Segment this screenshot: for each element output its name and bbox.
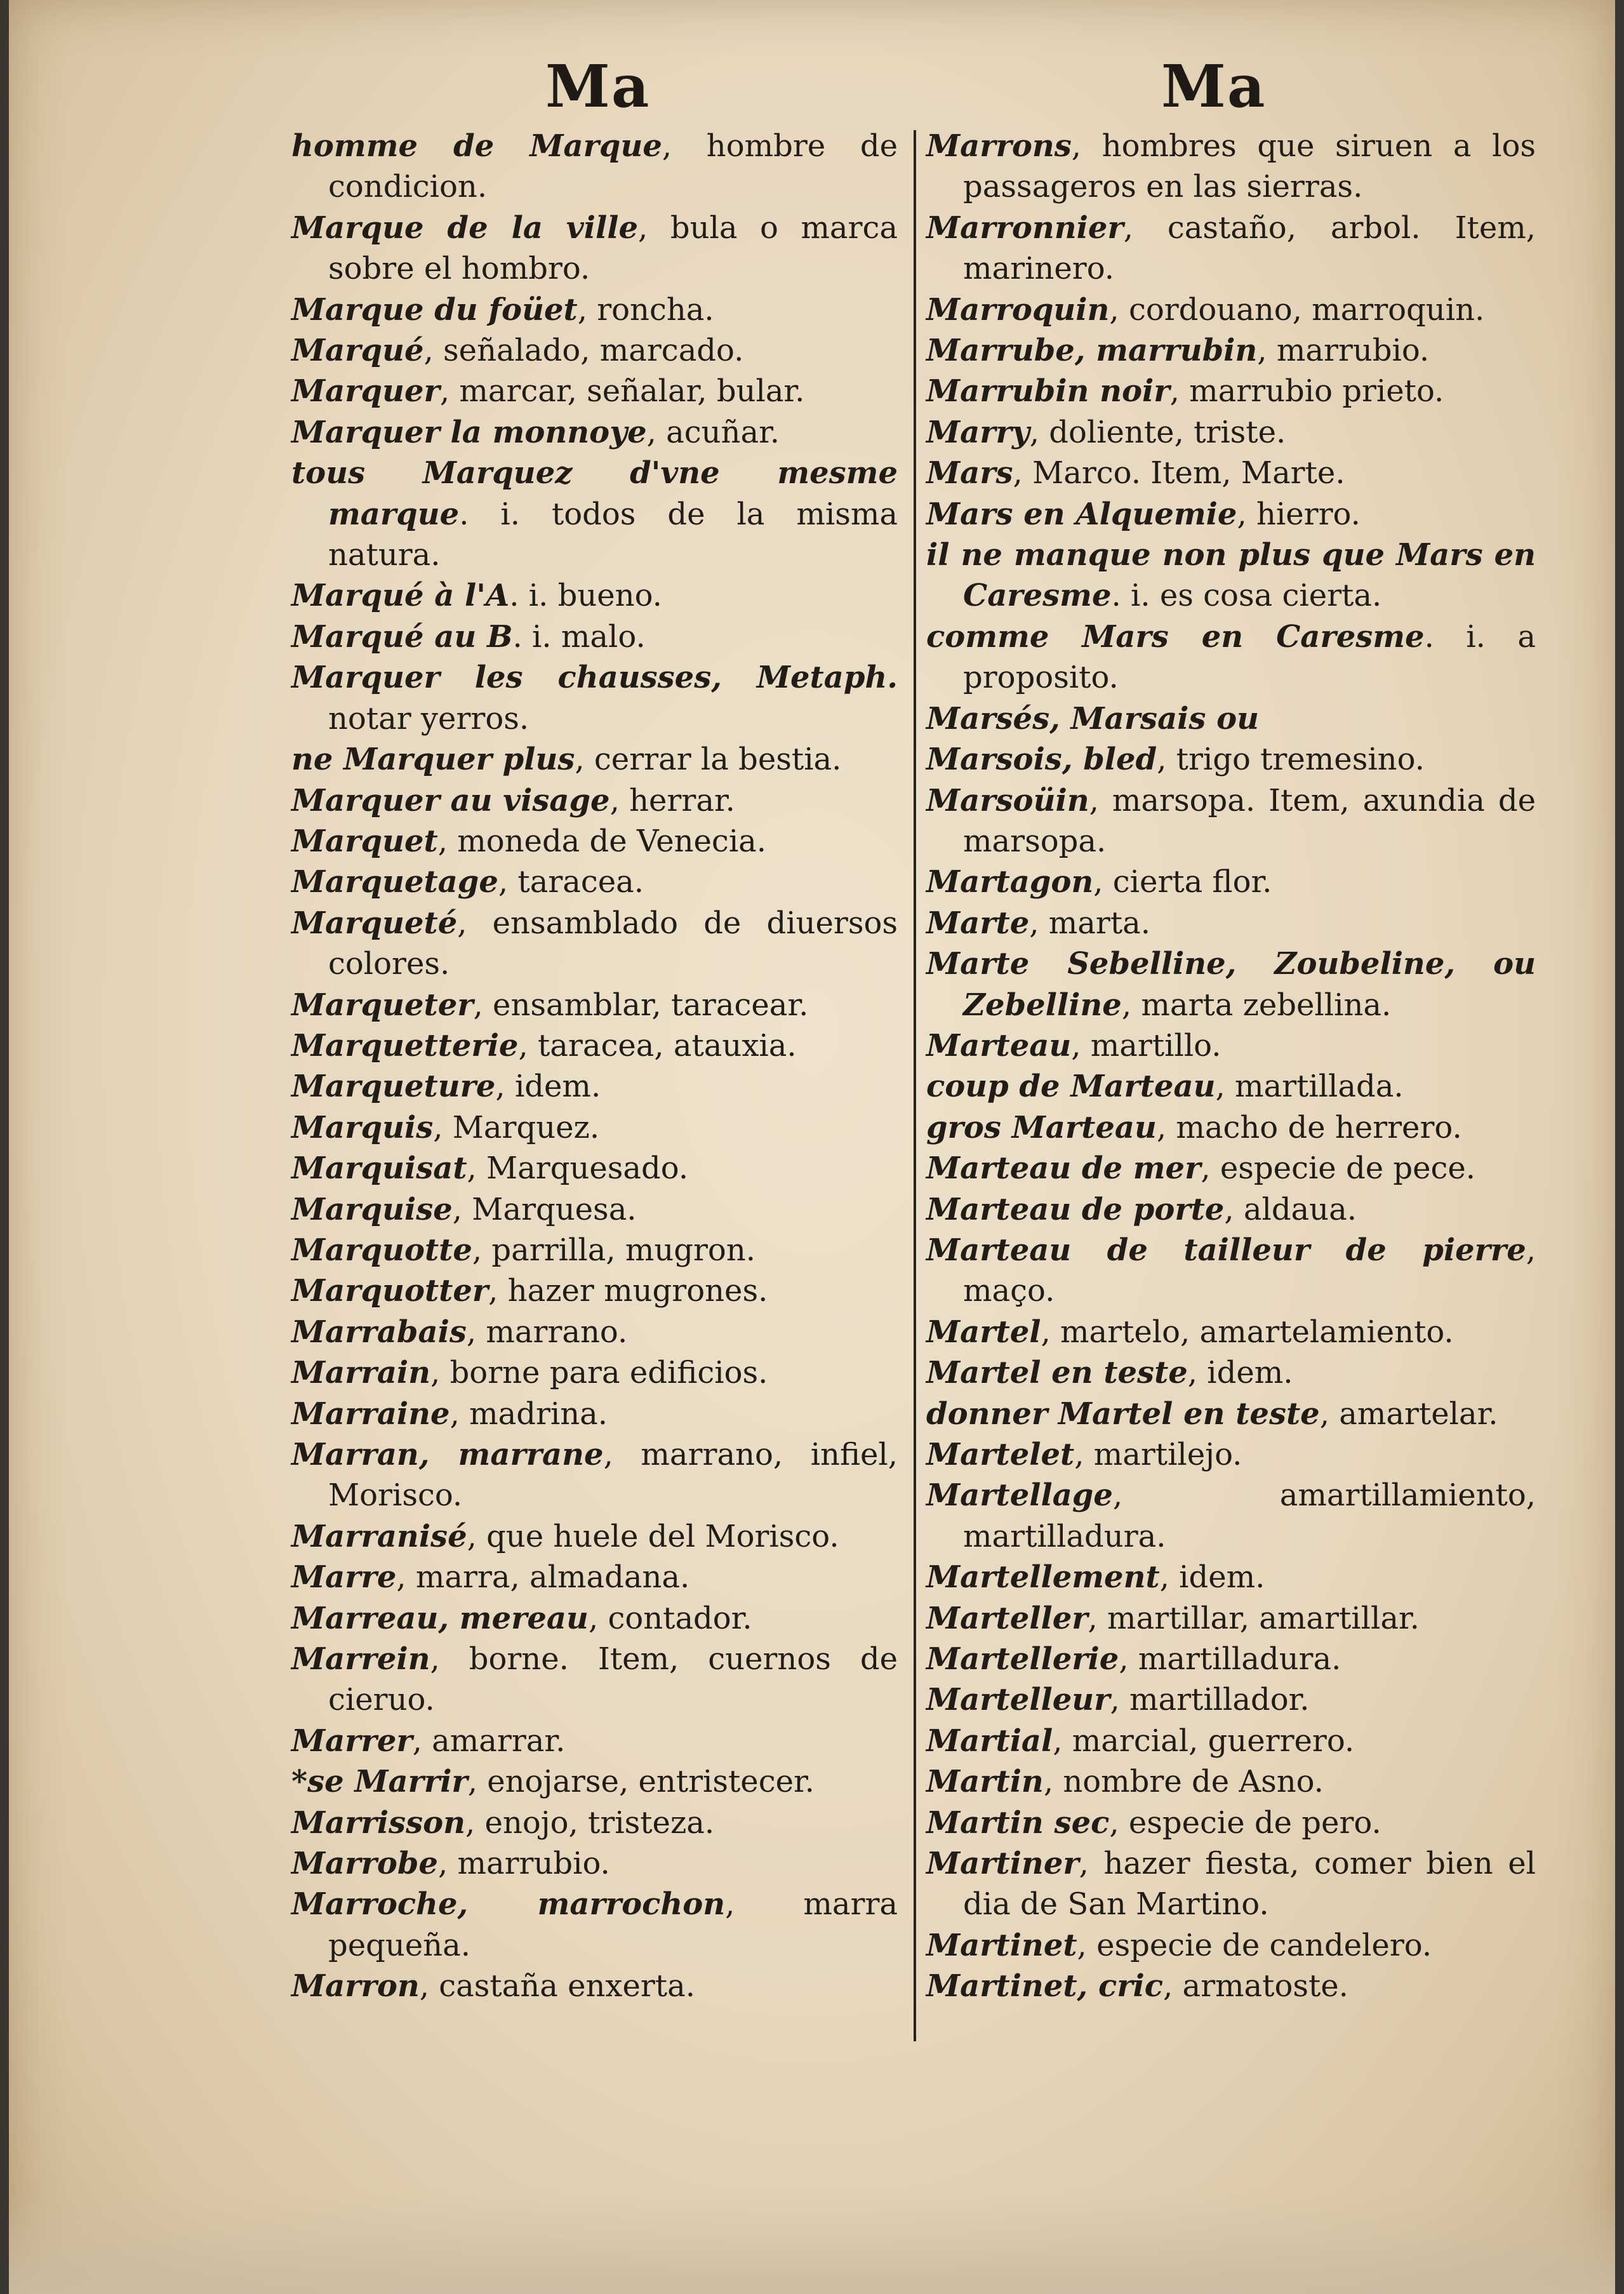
entry-definition: , Marco. Item, Marte. — [1013, 455, 1345, 491]
entry-definition: , marrubio prieto. — [1169, 373, 1444, 410]
dictionary-entry — [926, 1925, 1536, 1966]
entry-headword: Marte — [926, 905, 1030, 941]
entry-headword: Marran, marrane — [291, 1437, 604, 1472]
dictionary-entry — [291, 1721, 898, 1761]
entry-headword: Marrer — [291, 1723, 413, 1759]
entry-headword: Marqué à l'A — [291, 578, 510, 614]
entry-definition: , especie de candelero. — [1077, 1927, 1432, 1963]
entry-definition: . i. es cosa cierta. — [1111, 578, 1382, 614]
dictionary-entry — [926, 208, 1536, 290]
dictionary-entry — [926, 1598, 1536, 1639]
entry-headword: Martin sec — [926, 1804, 1110, 1841]
dictionary-entry — [926, 1761, 1536, 1802]
entry-headword: Marrein — [291, 1641, 430, 1677]
entry-headword: Marsés, Marsais ou — [926, 700, 1260, 737]
entry-definition: , herrar. — [609, 782, 735, 818]
entry-definition: , martillar, amartillar. — [1088, 1600, 1420, 1636]
entry-definition: , marsopa. Item, axundia de marsopa. — [963, 782, 1536, 859]
entry-definition: , martillo. — [1071, 1027, 1221, 1064]
entry-definition: , martillada. — [1215, 1069, 1404, 1105]
entry-headword: Martellerie — [926, 1641, 1119, 1677]
entry-definition: , cierta flor. — [1093, 864, 1272, 900]
dictionary-entry — [926, 698, 1536, 739]
dictionary-entry — [291, 1025, 898, 1066]
entry-headword: Martellage — [926, 1477, 1113, 1514]
entry-definition: , marra pequeña. — [328, 1886, 898, 1963]
entry-headword: Marsoüin — [926, 782, 1089, 818]
dictionary-entry — [291, 453, 898, 575]
entry-definition: , amarrar. — [412, 1723, 566, 1759]
dictionary-entry — [926, 1639, 1536, 1679]
dictionary-entry — [291, 575, 898, 616]
dictionary-entry — [926, 371, 1536, 411]
entry-headword: Martiner — [926, 1846, 1079, 1882]
entry-headword: Marranisé — [291, 1518, 467, 1554]
dictionary-entry — [291, 657, 898, 739]
dictionary-entry — [291, 1066, 898, 1107]
entry-headword: Marrubin noir — [926, 373, 1170, 410]
entry-headword: Marronnier — [926, 210, 1124, 246]
entry-headword: Martin — [926, 1764, 1044, 1800]
dictionary-entry — [291, 330, 898, 371]
dictionary-entry — [926, 903, 1536, 944]
entry-headword: Marque de la ville — [291, 210, 639, 246]
entry-headword: Marroche, marrochon — [291, 1886, 726, 1923]
entry-definition: , hierro. — [1237, 496, 1361, 532]
entry-definition: , marra, almadana. — [396, 1559, 690, 1596]
entry-definition: , trigo tremesino. — [1157, 742, 1425, 778]
entry-definition: . i. todos de la misma natura. — [328, 496, 898, 573]
entry-definition: , roncha. — [577, 291, 714, 328]
entry-definition: , parrilla, mugron. — [472, 1232, 755, 1268]
entry-definition: , Marquez. — [433, 1109, 600, 1145]
entry-definition: , idem. — [495, 1069, 601, 1105]
entry-headword: Martelet — [926, 1437, 1075, 1472]
entry-headword: homme de Marque — [291, 128, 662, 164]
entry-definition: , madrina. — [449, 1396, 608, 1432]
entry-headword: Mars — [926, 455, 1013, 491]
dictionary-entry — [291, 739, 898, 780]
entry-headword: Marroquin — [926, 291, 1110, 328]
entry-headword: Marteau de tailleur de pierre — [926, 1232, 1526, 1268]
entry-headword: Martinet — [926, 1927, 1077, 1963]
entry-definition: , especie de pece. — [1201, 1150, 1476, 1187]
entry-headword: Marqueter — [291, 987, 474, 1023]
entry-headword: Martagon — [926, 864, 1094, 900]
entry-definition: , hombres que siruen a los passageros en las sierras. — [963, 128, 1536, 205]
dictionary-entry — [926, 944, 1536, 1025]
entry-definition: , marcial, guerrero. — [1053, 1723, 1355, 1759]
entry-definition: . i. malo. — [512, 618, 646, 655]
dictionary-entry — [926, 290, 1536, 330]
entry-headword: Martelleur — [926, 1682, 1110, 1718]
dictionary-entry — [926, 780, 1536, 862]
dictionary-entry — [291, 1557, 898, 1597]
entry-definition: , enojo, tristeza. — [465, 1804, 715, 1841]
entry-headword: Martinet, cric — [926, 1968, 1163, 2004]
entry-headword: il ne manque non plus que Mars en Caresme — [926, 537, 1536, 614]
entry-headword: Marreau, mereau — [291, 1600, 589, 1636]
entry-definition: , bula o marca sobre el hombro. — [328, 210, 898, 287]
dictionary-entry — [291, 1394, 898, 1434]
entry-headword: Marqué au B — [291, 618, 513, 655]
entry-headword: Marraine — [291, 1396, 450, 1432]
running-head-left: Ma — [545, 52, 651, 121]
entry-definition: , martillador. — [1110, 1682, 1310, 1718]
entry-definition: , taracea. — [498, 864, 644, 900]
entry-headword: Marrube, marrubin — [926, 333, 1258, 369]
entry-headword: Marquetage — [291, 864, 498, 900]
entry-headword: Marquer les chausses, Metaph. — [291, 660, 898, 696]
dictionary-entry — [926, 330, 1536, 371]
entry-headword: Marquetterie — [291, 1027, 519, 1064]
entry-definition: , marrano. — [466, 1314, 628, 1350]
column-rule — [914, 130, 916, 2041]
entry-definition: , maço. — [963, 1232, 1536, 1309]
dictionary-entry — [291, 1230, 898, 1270]
dictionary-entry — [926, 1475, 1536, 1557]
dictionary-entry — [926, 617, 1536, 698]
entry-definition: , marta. — [1029, 905, 1150, 941]
entry-headword: Marque du foüet — [291, 291, 578, 328]
dictionary-entry — [926, 1557, 1536, 1597]
entry-headword: Marquis — [291, 1109, 434, 1145]
entry-definition: , marrano, infiel, Morisco. — [328, 1437, 898, 1514]
dictionary-entry — [291, 862, 898, 902]
entry-headword: Marsois, bled — [926, 742, 1157, 778]
dictionary-entry — [926, 1066, 1536, 1107]
dictionary-entry — [926, 1721, 1536, 1761]
dictionary-entry — [926, 535, 1536, 617]
entry-definition: , borne para edificios. — [430, 1355, 768, 1391]
entry-definition: , Marquesado. — [467, 1150, 689, 1187]
dictionary-entry — [926, 494, 1536, 535]
entry-headword: Marry — [926, 414, 1030, 450]
entry-headword: donner Martel en teste — [926, 1396, 1320, 1432]
entry-definition: , contador. — [588, 1600, 752, 1636]
dictionary-entry — [926, 862, 1536, 902]
entry-headword: coup de Marteau — [926, 1069, 1216, 1105]
dictionary-entry — [926, 1230, 1536, 1312]
dictionary-entry — [291, 1761, 898, 1802]
dictionary-entry — [291, 1803, 898, 1843]
dictionary-entry — [291, 1148, 898, 1189]
entry-definition: , marrubio. — [437, 1846, 610, 1882]
entry-headword: Marquisat — [291, 1150, 467, 1187]
entry-definition: , ensamblar, taracear. — [473, 987, 809, 1023]
dictionary-entry — [291, 1598, 898, 1639]
running-head-right: Ma — [1161, 52, 1267, 121]
entry-headword: Marquet — [291, 823, 438, 859]
dictionary-entry — [291, 126, 898, 208]
dictionary-entry — [926, 1148, 1536, 1189]
entry-definition: , castaño, arbol. Item, marinero. — [963, 210, 1536, 287]
entry-definition: , enojarse, entristecer. — [467, 1764, 815, 1800]
dictionary-entry — [291, 412, 898, 453]
dictionary-entry — [926, 412, 1536, 453]
entry-headword: Marre — [291, 1559, 397, 1596]
entry-definition: . i. bueno. — [509, 578, 662, 614]
dictionary-entry — [926, 1189, 1536, 1230]
dictionary-entry — [291, 208, 898, 290]
entry-definition: , marta zebellina. — [1121, 987, 1392, 1023]
dictionary-entry — [291, 1270, 898, 1311]
dictionary-entry — [291, 903, 898, 985]
entry-headword: gros Marteau — [926, 1109, 1157, 1145]
entry-headword: Marteau de porte — [926, 1191, 1225, 1227]
entry-definition: , ensamblado de diuersos colores. — [328, 905, 898, 982]
dictionary-entry — [926, 453, 1536, 493]
dictionary-entry — [291, 290, 898, 330]
dictionary-entry — [291, 985, 898, 1025]
entry-definition: , nombre de Asno. — [1043, 1764, 1324, 1800]
dictionary-entry — [291, 780, 898, 821]
entry-headword: Mars en Alquemie — [926, 496, 1237, 532]
entry-definition: , amartelar. — [1319, 1396, 1498, 1432]
entry-definition: , martilejo. — [1074, 1437, 1242, 1472]
entry-headword: ne Marquer plus — [291, 742, 575, 778]
entry-headword: Marrobe — [291, 1846, 438, 1882]
dictionary-entry — [926, 1312, 1536, 1352]
dictionary-entry — [926, 1107, 1536, 1148]
dictionary-entry — [926, 1434, 1536, 1475]
entry-definition: , marcar, señalar, bular. — [439, 373, 805, 410]
entry-headword: tous Marquez d'vne mesme marque — [291, 455, 898, 532]
dictionary-entry — [291, 821, 898, 862]
dictionary-entry — [291, 1312, 898, 1352]
entry-headword: Marte Sebelline, Zoubeline, ou Zebelline — [926, 946, 1536, 1023]
entry-definition: , acuñar. — [646, 414, 780, 450]
entry-definition: , martilladura. — [1119, 1641, 1341, 1677]
entry-headword: Marquer au visage — [291, 782, 610, 818]
entry-definition: , cerrar la bestia. — [575, 742, 842, 778]
entry-headword: Marquotter — [291, 1273, 489, 1309]
entry-definition: , que huele del Morisco. — [467, 1518, 839, 1554]
entry-definition: , especie de pero. — [1109, 1804, 1381, 1841]
entry-headword: Marqueté — [291, 905, 458, 941]
entry-definition: . i. a proposito. — [963, 618, 1536, 696]
entry-headword: Marquotte — [291, 1232, 472, 1268]
entry-headword: Marquise — [291, 1191, 453, 1227]
dictionary-entry — [291, 1966, 898, 2006]
entry-definition: , hazer fiesta, comer bien el dia de San Martino. — [963, 1846, 1536, 1923]
dictionary-entry — [926, 126, 1536, 208]
dictionary-entry — [291, 1843, 898, 1884]
dictionary-entry — [291, 617, 898, 657]
right-column — [926, 126, 1536, 2007]
entry-definition: , amartillamiento, martilladura. — [963, 1477, 1536, 1554]
entry-headword: comme Mars en Caresme — [926, 618, 1425, 655]
entry-headword: *se Marrir — [291, 1764, 468, 1800]
entry-headword: Marrain — [291, 1355, 431, 1391]
dictionary-entry — [291, 1884, 898, 1966]
dictionary-entry — [291, 1352, 898, 1393]
dictionary-entry — [926, 1843, 1536, 1925]
entry-definition: , hazer mugrones. — [488, 1273, 768, 1309]
entry-definition: , armatoste. — [1162, 1968, 1348, 2004]
entry-definition: , borne. Item, cuernos de cieruo. — [328, 1641, 898, 1718]
entry-headword: Marrabais — [291, 1314, 467, 1350]
entry-definition: , idem. — [1187, 1355, 1293, 1391]
dictionary-entry — [926, 1025, 1536, 1066]
entry-definition: , aldaua. — [1224, 1191, 1357, 1227]
entry-definition: , taracea, atauxia. — [518, 1027, 797, 1064]
dictionary-entry — [926, 739, 1536, 780]
entry-headword: Martial — [926, 1723, 1053, 1759]
entry-definition: , doliente, triste. — [1029, 414, 1286, 450]
dictionary-entry — [291, 1189, 898, 1230]
entry-definition: , martelo, amartelamiento. — [1041, 1314, 1454, 1350]
entry-definition: notar yerros. — [328, 700, 529, 737]
entry-headword: Marquer la monnoye — [291, 414, 647, 450]
dictionary-entry — [926, 1679, 1536, 1720]
dictionary-entry — [291, 1639, 898, 1721]
entry-headword: Marquer — [291, 373, 440, 410]
entry-headword: Marrisson — [291, 1804, 466, 1841]
dictionary-entry — [291, 1107, 898, 1148]
entry-headword: Martel en teste — [926, 1355, 1188, 1391]
dictionary-entry — [291, 1516, 898, 1557]
entry-definition: , Marquesa. — [452, 1191, 637, 1227]
entry-definition: , hombre de condicion. — [328, 128, 898, 205]
entry-definition: , señalado, marcado. — [423, 333, 744, 369]
entry-definition: , idem. — [1159, 1559, 1265, 1596]
dictionary-page — [9, 0, 1615, 2294]
entry-headword: Marteau de mer — [926, 1150, 1201, 1187]
entry-definition: , cordouano, marroquin. — [1109, 291, 1485, 328]
entry-headword: Martellement — [926, 1559, 1160, 1596]
dictionary-entry — [926, 1966, 1536, 2006]
entry-headword: Marteller — [926, 1600, 1088, 1636]
entry-headword: Marrons — [926, 128, 1072, 164]
entry-headword: Marteau — [926, 1027, 1072, 1064]
dictionary-entry — [926, 1394, 1536, 1434]
entry-headword: Marqué — [291, 333, 424, 369]
dictionary-entry — [291, 371, 898, 411]
entry-definition: , marrubio. — [1257, 333, 1430, 369]
dictionary-entry — [926, 1352, 1536, 1393]
dictionary-entry — [926, 1803, 1536, 1843]
entry-definition: , moneda de Venecia. — [437, 823, 767, 859]
entry-definition: , castaña enxerta. — [419, 1968, 695, 2004]
entry-definition: , macho de herrero. — [1156, 1109, 1462, 1145]
dictionary-entry — [291, 1434, 898, 1516]
left-column — [291, 126, 898, 2007]
entry-headword: Marqueture — [291, 1069, 496, 1105]
entry-headword: Marron — [291, 1968, 420, 2004]
entry-headword: Martel — [926, 1314, 1041, 1350]
